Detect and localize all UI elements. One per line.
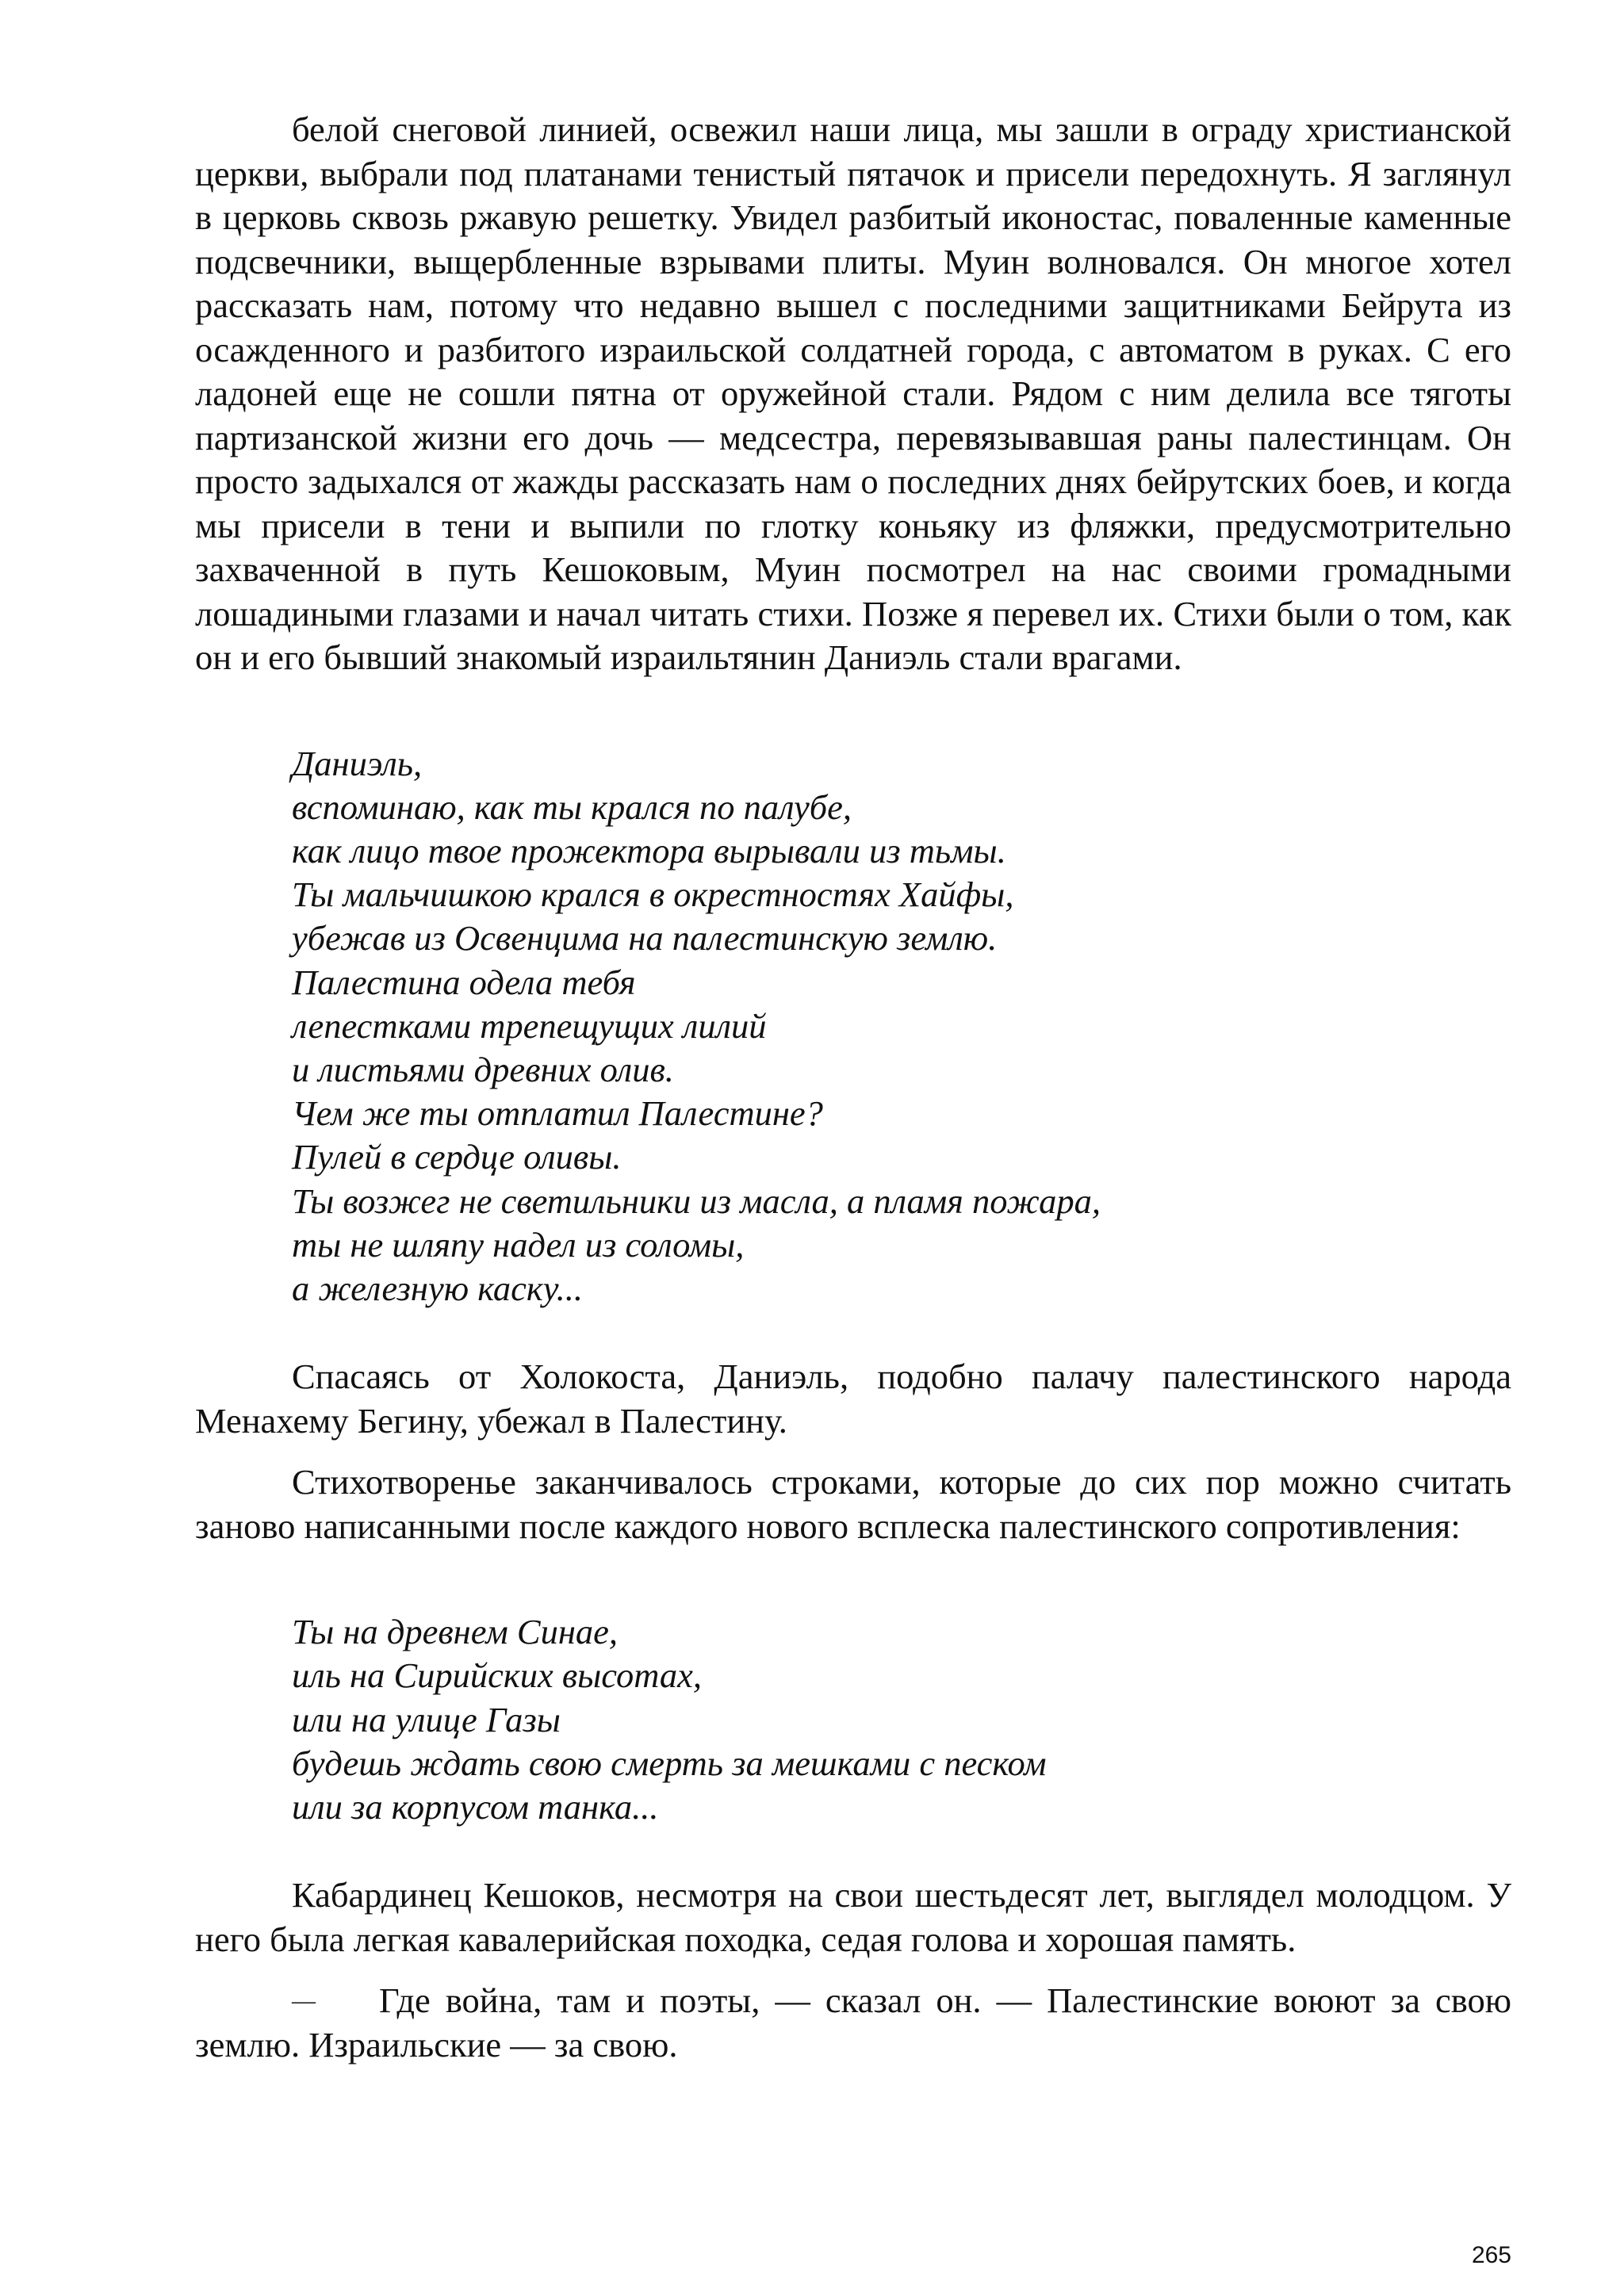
dialogue-dash: — [292, 1988, 316, 2015]
verse-line: будешь ждать свою смерть за мешками с песком [292, 1743, 1047, 1783]
verse-line: Даниэль, [292, 743, 423, 783]
verse-daniel [292, 742, 1511, 1311]
verse-line: или за корпусом танка... [292, 1786, 659, 1827]
paragraph-4: Кабардинец Кешоков, несмотря на свои шестьдесят лет, выглядел молодцом. У него была легкая кавалерийская походка, седая голова и хорошая память. [195, 1875, 1511, 1959]
verse-line: как лицо твое прожектора вырывали из тьмы. [292, 830, 1006, 871]
verse-line: Палестина одела тебя [292, 962, 636, 1002]
verse-line: вспоминаю, как ты крался по палубе, [292, 786, 852, 827]
verse-line: Ты мальчишкою крался в окрестностях Хайфы, [292, 874, 1014, 915]
verse-line: ты не шляпу надел из соломы, [292, 1224, 745, 1265]
verse-line: Ты возжег не светильники из масла, а пламя пожара, [292, 1181, 1101, 1221]
verse-resistance [292, 1610, 1511, 1829]
verse-line: Пулей в сердце оливы. [292, 1137, 622, 1177]
paragraph-3: Стихотворенье заканчивалось строками, которые до сих пор можно считать заново написанными после каждого нового всплеска палестинского сопротивления: [195, 1462, 1511, 1546]
verse-line: или на улице Газы [292, 1699, 561, 1739]
verse-line: иль на Сирийских высотах, [292, 1655, 703, 1696]
page-number: 265 [1471, 2242, 1511, 2268]
verse-line: и листьями древних олив. [292, 1049, 674, 1089]
verse-line: Ты на древнем Синае, [292, 1612, 619, 1652]
dialogue-paragraph [195, 1979, 1511, 2067]
verse-line: лепестками трепещущих лилий [292, 1005, 767, 1046]
page-content [195, 108, 1511, 2067]
verse-line: а железную каску... [292, 1268, 584, 1308]
dialogue-text: Где война, там и поэты, — сказал он. — Палестинские воюют за свою землю. Израильские — за свою. [195, 1980, 1511, 2064]
verse-line: Чем же ты отплатил Палестине? [292, 1093, 823, 1134]
paragraph-1: белой снеговой линией, освежил наши лица, мы зашли в ограду христианской церкви, выбрали под платанами тенистый пятачок и присели передохнуть. Я заглянул в церковь сквозь ржавую решетку. Увидел разбитый иконостас, поваленные каменные подсвечники, выщербленные взрывами плиты. Муин волновался. Он многое хотел рассказать нам, потому что недавно вышел с последними защитниками Бейрута из осажденного и разбитого израильской солдатней города, с автоматом в руках. С его ладоней еще не сошли пятна от оружейной стали. Рядом с ним делила все тяготы партизанской жизни его дочь — медсестра, перевязывавшая раны палестинцам. Он просто задыхался от жажды рассказать нам о последних днях бейрутских боев, и когда мы присели в тени и выпили по глотку коньяку из фляжки, предусмотрительно захваченной в путь Кешоковым, Муин посмотрел на нас своими громадными лошадиными глазами и начал читать стихи. Позже я перевел их. Стихи были о том, как он и его бывший знакомый израильтянин Даниэль стали врагами. [195, 109, 1511, 677]
verse-line: убежав из Освенцима на палестинскую землю. [292, 918, 998, 959]
paragraph-2: Спасаясь от Холокоста, Даниэль, подобно палачу палестинского народа Менахему Бегину, убежал в Палестину. [195, 1357, 1511, 1441]
